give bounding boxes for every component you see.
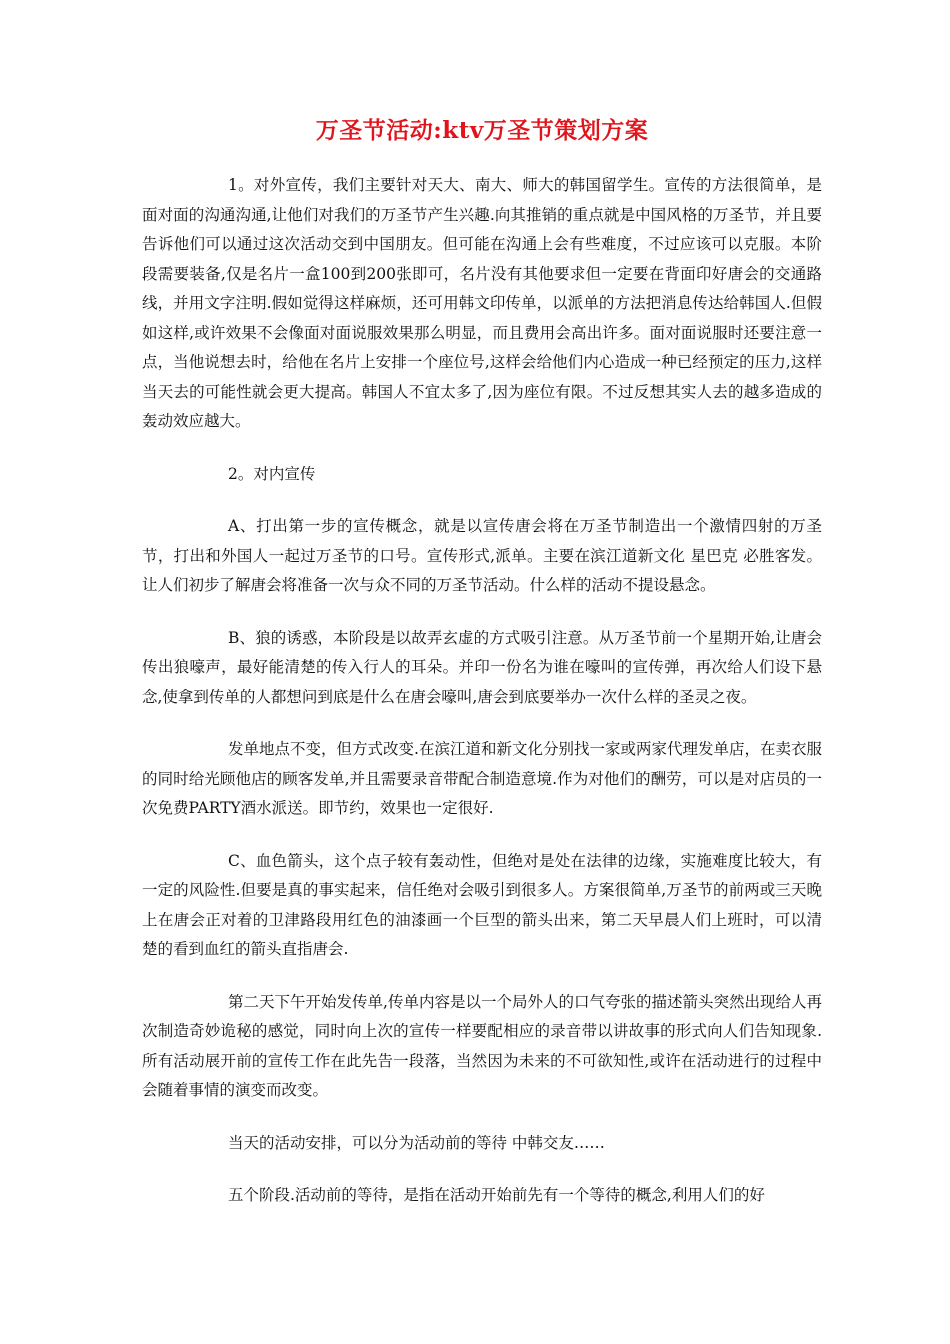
- paragraph-section-a: A、打出第一步的宣传概念，就是以宣传唐会将在万圣节制造出一个激情四射的万圣节，打出和外国人一起过万圣节的口号。宣传形式,派单。主要在滨江道新文化 星巴克 必胜客发。让人们初步了解唐会将准备一次与众不同的万圣节活动。什么样的活动不提设悬念。: [142, 517, 822, 594]
- paragraph-external-promotion: 1。对外宣传，我们主要针对天大、南大、师大的韩国留学生。宣传的方法很简单，是面对面的沟通沟通,让他们对我们的万圣节产生兴趣.向其推销的重点就是中国风格的万圣节，并且要告诉他们可以通过这次活动交到中国朋友。但可能在沟通上会有些难度，不过应该可以克服。本阶段需要装备,仅是名片一盒100到200张即可，名片没有其他要求但一定要在背面印好唐会的交通路线，并用文字注明.假如觉得这样麻烦，还可用韩文印传单，以派单的方法把消息传达给韩国人.但假如这样,或许效果不会像面对面说服效果那么明显，而且费用会高出许多。面对面说服时还要注意一点，当他说想去时，给他在名片上安排一个座位号,这样会给他们内心造成一种已经预定的压力,这样当天去的可能性就会更大提高。韩国人不宜太多了,因为座位有限。不过反想其实人去的越多造成的轰动效应越大。: [142, 176, 822, 430]
- paragraph-internal-promotion-heading: 2。对内宣传: [228, 464, 316, 483]
- paragraph-five-stages: 五个阶段.活动前的等待，是指在活动开始前先有一个等待的概念,利用人们的好: [228, 1186, 765, 1204]
- paragraph-event-schedule: 当天的活动安排，可以分为活动前的等待 中韩交友……: [228, 1133, 605, 1152]
- paragraph-flyer-locations: 发单地点不变，但方式改变.在滨江道和新文化分别找一家或两家代理发单店，在卖衣服的同时给光顾他店的顾客发单,并且需要录音带配合制造意境.作为对他们的酬劳，可以是对店员的一次免费PARTY酒水派送。即节约，效果也一定很好.: [142, 740, 822, 817]
- paragraph-section-b: B、狼的诱惑，本阶段是以故弄玄虚的方式吸引注意。从万圣节前一个星期开始,让唐会传出狼嚎声，最好能清楚的传入行人的耳朵。并印一份名为谁在嚎叫的宣传弹，再次给人们设下悬念,使拿到传单的人都想问到底是什么在唐会嚎叫,唐会到底要举办一次什么样的圣灵之夜。: [142, 628, 822, 706]
- document-title: 万圣节活动:ktv万圣节策划方案: [315, 117, 649, 144]
- paragraph-second-day-flyers: 第二天下午开始发传单,传单内容是以一个局外人的口气夸张的描述箭头突然出现给人再次制造奇妙诡秘的感觉，同时向上次的宣传一样要配相应的录音带以讲故事的形式向人们告知现象.所有活动展开前的宣传工作在此先告一段落，当然因为未来的不可欲知性,或许在活动进行的过程中会随着事情的演变而改变。: [142, 992, 822, 1099]
- paragraph-section-c: C、血色箭头，这个点子较有轰动性，但绝对是处在法律的边缘，实施难度比较大，有一定的风险性.但要是真的事实起来，信任绝对会吸引到很多人。方案很简单,万圣节的前两或三天晚上在唐会正对着的卫津路段用红色的油漆画一个巨型的箭头出来，第二天早晨人们上班时，可以清楚的看到血红的箭头直指唐会.: [142, 851, 822, 958]
